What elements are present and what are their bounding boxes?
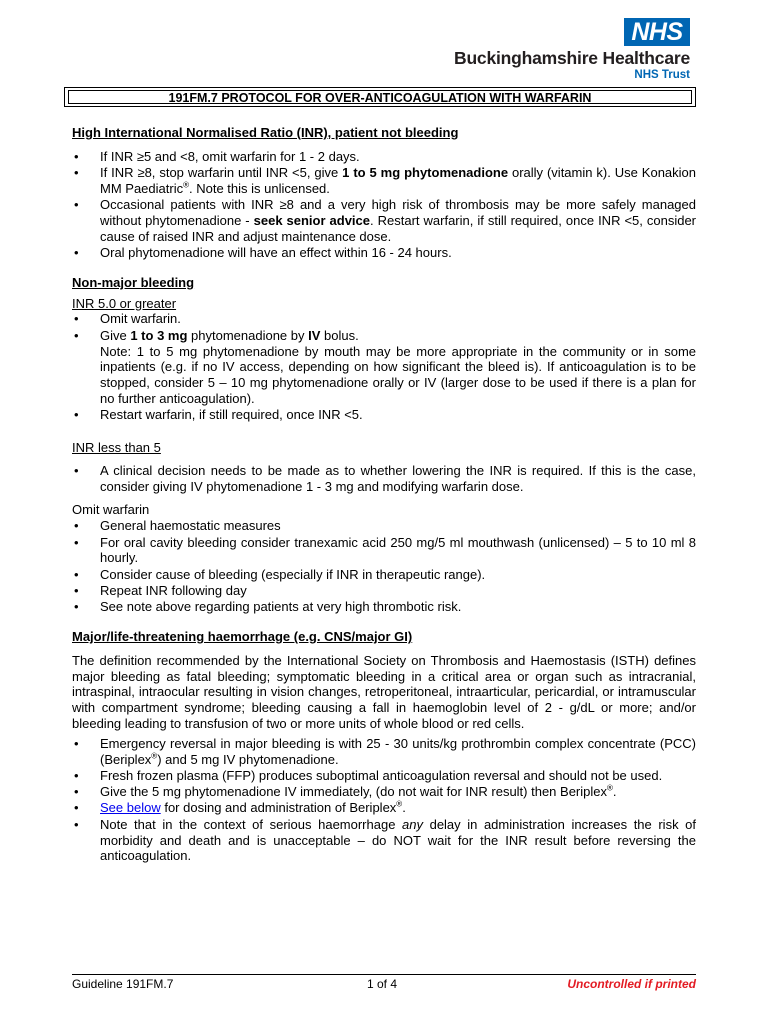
title-box (64, 87, 696, 107)
trust-name: NHS Trust (634, 69, 690, 81)
subheading-inr-less-than-5: INR less than 5 (72, 439, 161, 455)
list-item: • Give 1 to 3 mg phytomenadione by IV bolus. Note: 1 to 5 mg phytomenadione by mouth may be more appropriate in the community or in some inpatients (e.g. if no IV access, depending on how significant the bleed is). If anticoagulation is to be stopped, consider 5 – 10 mg phytomenadione orally or IV (larger dose to be used if there is a plan for no further anticoagulation). (72, 328, 696, 407)
section-heading-non-major: Non-major bleeding (72, 274, 195, 290)
list-item: • See below for dosing and administration of Beriplex®. (72, 800, 696, 816)
list-item: • Emergency reversal in major bleeding is with 25 - 30 units/kg prothrombin complex concentrate (PCC) (Beriplex®) and 5 mg IV phytomenadione. (72, 736, 696, 768)
list-item: • See note above regarding patients at very high thrombotic risk. (72, 599, 696, 615)
list-item: • For oral cavity bleeding consider tranexamic acid 250 mg/5 ml mouthwash (unlicensed) – 5 to 10 ml 8 hourly. (72, 535, 696, 567)
list-item: • Oral phytomenadione will have an effect within 16 - 24 hours. (72, 245, 696, 261)
document-title: 191FM.7 PROTOCOL FOR OVER-ANTICOAGULATION WITH WARFARIN (68, 90, 692, 104)
high-inr-list (72, 149, 696, 261)
list-item: • General haemostatic measures (72, 518, 696, 534)
list-item: • If INR ≥5 and <8, omit warfarin for 1 - 2 days. (72, 149, 696, 165)
list-item: • Note that in the context of serious haemorrhage any delay in administration increases the risk of morbidity and death and is unacceptable – do NOT wait for the INR result before reversing the anticoagulation. (72, 817, 696, 864)
inr-less-than-5-list (72, 463, 696, 495)
list-item: • Occasional patients with INR ≥8 and a very high risk of thrombosis may be more safely managed without phytomenadione - seek senior advice. Restart warfarin, if still required, once INR <5, consider cause of raised INR and adjust maintenance dose. (72, 197, 696, 244)
omit-warfarin-label: Omit warfarin (72, 502, 150, 518)
inr-5-or-greater-list (72, 311, 696, 423)
page-number: 1 of 4 (367, 977, 398, 991)
document-body (72, 118, 696, 865)
list-item: • A clinical decision needs to be made as to whether lowering the INR is required. If this is the case, consider giving IV phytomenadione 1 - 3 mg and modifying warfarin dose. (72, 463, 696, 495)
guideline-number: Guideline 191FM.7 (72, 977, 174, 991)
list-item: • Repeat INR following day (72, 583, 696, 599)
section-heading-high-inr: High International Normalised Ratio (INR), patient not bleeding (72, 125, 459, 140)
list-item: • If INR ≥8, stop warfarin until INR <5, give 1 to 5 mg phytomenadione orally (vitamin k). Use Konakion MM Paediatric®. Note this is unlicensed. (72, 165, 696, 197)
note-text: Note: 1 to 5 mg phytomenadione by mouth may be more appropriate in the community or in some inpatients (e.g. if no IV access, depending on how significant the bleed is). If anticoagulation is to be stopped, consider 5 – 10 mg phytomenadione orally or IV (larger dose to be used if there is a plan for no further anticoagulation). (100, 343, 696, 406)
list-item: • Fresh frozen plasma (FFP) produces suboptimal anticoagulation reversal and should not be used. (72, 768, 696, 784)
nhs-logo: NHS (624, 18, 690, 46)
omit-warfarin-list (72, 518, 696, 615)
major-haemorrhage-list (72, 736, 696, 864)
list-item: • Omit warfarin. (72, 311, 696, 327)
uncontrolled-notice: Uncontrolled if printed (567, 977, 696, 991)
subheading-inr-5-or-greater: INR 5.0 or greater (72, 295, 177, 311)
header (396, 18, 696, 80)
section-heading-major-haemorrhage: Major/life-threatening haemorrhage (e.g. CNS/major GI) (72, 629, 413, 645)
isth-definition: The definition recommended by the International Society on Thrombosis and Haemostasis (ISTH) defines major bleeding as fatal bleeding; symptomatic bleeding in a critical area or organ such as intracranial, intraspinal, intraocular resulting in vision changes, retroperitoneal, intraarticular, pericardial, or intramuscular with compartment syndrome; bleeding causing a fall in haemoglobin level of 2 - g/dL or more; and/or bleeding leading to transfusion of two or more units of whole blood or red cells. (72, 652, 696, 731)
footer (72, 974, 696, 993)
list-item: • Restart warfarin, if still required, once INR <5. (72, 407, 696, 423)
see-below-link[interactable]: See below (100, 800, 161, 816)
list-item: • Give the 5 mg phytomenadione IV immediately, (do not wait for INR result) then Beriplex®. (72, 784, 696, 800)
list-item: • Consider cause of bleeding (especially if INR in therapeutic range). (72, 567, 696, 583)
document-page (72, 0, 696, 1024)
organisation-name: Buckinghamshire Healthcare (454, 48, 690, 68)
